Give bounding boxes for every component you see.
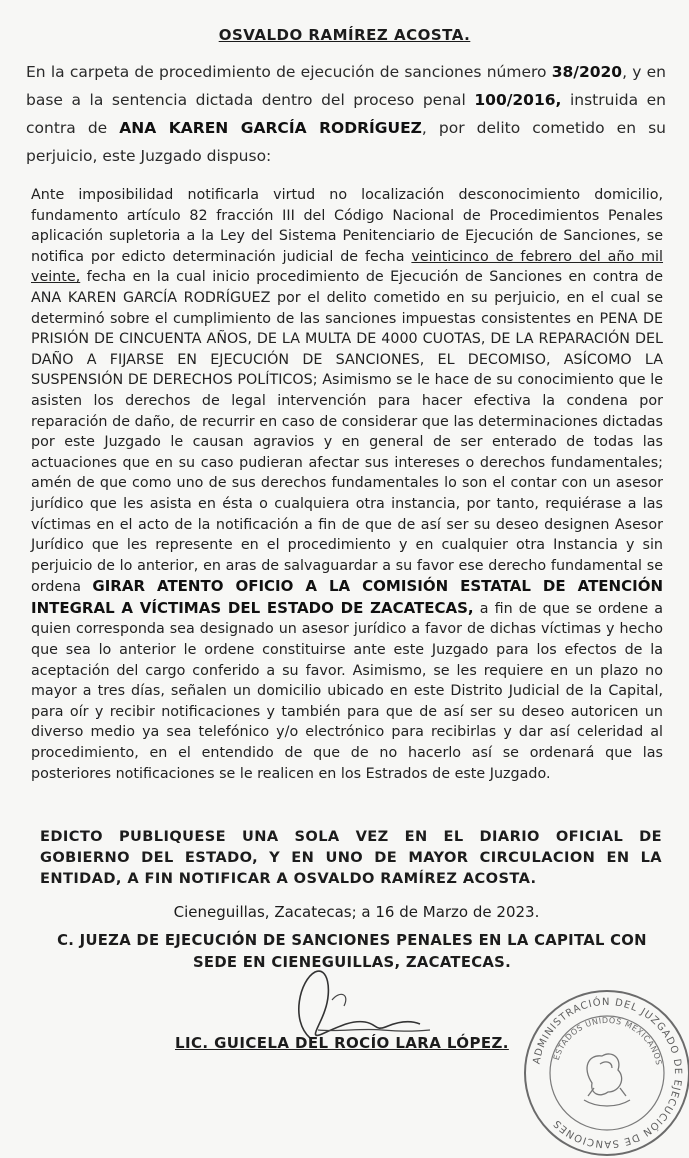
intro-text-3: instruida en contra de (26, 91, 666, 137)
intro-text-2: , y en base a la sentencia dictada dentro del proceso penal (26, 63, 666, 109)
document-title: OSVALDO RAMÍREZ ACOSTA. (218, 26, 471, 44)
svg-text:ESTADOS UNIDOS MEXICANOS (552, 1016, 664, 1066)
seal-inner-text: ESTADOS UNIDOS MEXICANOS (551, 1015, 664, 1067)
body-text-2: fecha en la cual inicio procedimiento de Ejecución de Sanciones en contra de ANA KAREN GARCÍA RODRÍGUEZ por el delito cometido en su perjuicio, en el cual se determinó sobre el cumplimiento de las sanciones impuestas consistentes en PENA DE PRISIÓN DE CINCUENTA AÑOS, DE LA MULTA DE 4000 CUOTAS, DE LA REPARACIÓN DEL DAÑO A FIJARSE EN EJECUCIÓN DE SANCIONES, EL DECOMISO, ASÍCOMO LA SUSPENSIÓN DE DERECHOS POLÍTICOS; Asimismo se le hace de su conocimiento que le asisten los derechos de legal intervención para hacer efectiva la condena por reparación de daño, de recurrir en caso de considerar que las determinaciones dictadas por este Juzgado le causan agravios y en general de ser enterado de todas las actuaciones que en su caso pudieran afectar sus intereses o derechos fundamentales; amén de que como uno de sus derechos fundamentales lo son el contar con un asesor jurídico que les asista en ésta o cualquiera otra instancia, por tanto, requiérase a las víctimas en el acto de la notificación a fin de que de así ser su deseo designen Asesor Jurídico que les represente en el procedimiento y en cualquier otra Instancia y sin perjuicio de lo anterior, en aras de salvaguardar a su favor ese derecho fundamental se ordena (31, 269, 663, 596)
signer-name: LIC. GUICELA DEL ROCÍO LARA LÓPEZ. (175, 1034, 509, 1052)
body-text-3: a fin de que se ordene a quien corresponda sea designado un asesor jurídico a favor de dichas víctimas y hecho que sea lo anterior le ordene constituirse ante este Juzgado para los efectos de la aceptación del cargo conferido a su favor. Asimismo, se les requiere en un plazo no mayor a tres días, señalen un domicilio ubicado en este Distrito Judicial de la Capital, para oír y recibir notificaciones y también para que de así ser su deseo autoricen un diverso medio ya sea telefónico y/o electrónico para recibirlas y dar así celeridad al procedimiento, en el entendido de que de no hacerlo así se ordenará que las posteriores notificaciones se le realicen en los Estrados de este Juzgado. (31, 600, 663, 782)
notification-body (31, 185, 663, 784)
victim-name: ANA KAREN GARCÍA RODRÍGUEZ (119, 119, 422, 137)
place-date: Cieneguillas, Zacatecas; a 16 de Marzo de 2023. (173, 903, 540, 921)
eagle-emblem-icon (584, 1054, 630, 1106)
intro-text-1: En la carpeta de procedimiento de ejecución de sanciones número (26, 63, 552, 81)
carpeta-number: 38/2020 (551, 63, 623, 81)
edicto-paragraph: EDICTO PUBLIQUESE UNA SOLA VEZ EN EL DIARIO OFICIAL DE GOBIERNO DEL ESTADO, Y EN UNO DE MAYOR CIRCULACION EN LA ENTIDAD, A FIN NOTIFICAR A OSVALDO RAMÍREZ ACOSTA. (40, 828, 662, 887)
court-seal (522, 988, 689, 1158)
intro-paragraph (26, 58, 666, 170)
oficio-order: GIRAR ATENTO OFICIO A LA COMISIÓN ESTATAL DE ATENCIÓN INTEGRAL A VÍCTIMAS DEL ESTADO DE ZACATECAS, (31, 577, 663, 617)
proceso-number: 100/2016, (474, 91, 562, 109)
judge-title-line-1: C. JUEZA DE EJECUCIÓN DE SANCIONES PENALES EN LA CAPITAL CON (57, 932, 647, 949)
body-text-1: Ante imposibilidad notificarla virtud no localización desconocimiento domicilio, fundamento artículo 82 fracción III del Código Nacional de Procedimientos Penales aplicación supletoria a la Ley del Sistema Penitenciario de Ejecución de Sanciones, se notifica por edicto determinación judicial de fecha (31, 187, 663, 265)
judge-title-line-2: SEDE EN CIENEGUILLAS, ZACATECAS. (192, 954, 512, 971)
intro-text-4: , por delito cometido en su perjuicio, este Juzgado dispuso: (26, 119, 666, 165)
seal-outer-text: ADMINISTRACIÓN DEL JUZGADO DE EJECUCIÓN DE SANCIONES (531, 996, 684, 1150)
determination-date: veinticinco de febrero del año mil veinte, (31, 248, 664, 286)
